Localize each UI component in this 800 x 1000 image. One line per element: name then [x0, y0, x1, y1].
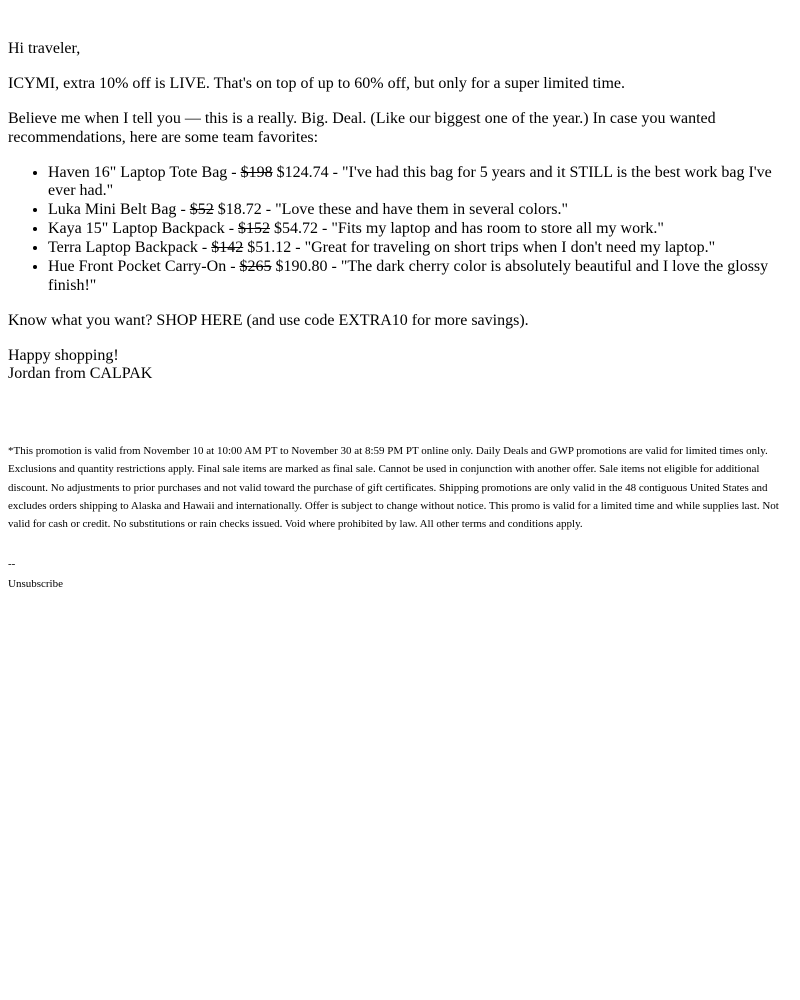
product-name: Luka Mini Belt Bag	[48, 201, 177, 219]
intro-paragraph: ICYMI, extra 10% off is LIVE. That's on top of up to 60% off, but only for a super limited time.	[8, 74, 626, 92]
product-sale-price: $54.72	[274, 220, 319, 238]
unsubscribe-link[interactable]: Unsubscribe	[8, 578, 63, 591]
sender-name: Jordan from CALPAK	[8, 365, 153, 383]
signoff-text: Happy shopping!	[8, 346, 119, 364]
product-sale-price: $190.80	[275, 257, 328, 275]
footer-separator: --	[8, 557, 16, 570]
list-item	[48, 164, 792, 202]
separator-dash: -	[226, 257, 240, 275]
list-item	[48, 258, 792, 296]
product-original-price: $198	[240, 163, 273, 181]
signoff-block	[8, 347, 792, 385]
product-quote: "Fits my laptop and has room to store all my work."	[331, 220, 664, 238]
separator-dash: -	[227, 163, 241, 181]
product-original-price: $152	[238, 220, 271, 238]
separator-dash: -	[291, 239, 305, 256]
list-item	[48, 220, 792, 239]
separator-dash: -	[224, 220, 239, 238]
product-recommendation-list	[8, 164, 792, 296]
greeting-text: Hi traveler,	[8, 40, 81, 57]
list-item	[48, 239, 792, 258]
separator-dash: -	[261, 201, 276, 219]
product-name: Kaya 15" Laptop Backpack	[48, 220, 225, 238]
promotion-fine-print: *This promotion is valid from November 10 at 10:00 AM PT to November 30 at 8:59 PM PT online only. Daily Deals and GWP promotions are valid for limited times only. Exclusions and quantity restrictions apply. Final sale items are marked as final sale. Cannot be used in conjunction with another offer. Sale items not eligible for additional discount. No adjustments to prior purchases and not valid toward the purchase of gift certificates. Shipping promotions are only valid in the 48 contiguous United States and excludes orders shipping to Alaska and Hawaii and internationally. Offer is subject to change without notice. This promo is valid for a limited time and while supplies last. Not valid for cash or credit. No substitutions or rain checks issued. Void where prohibited by law. All other terms and conditions apply.	[8, 445, 779, 530]
product-quote: "The dark cherry color is absolutely beautiful and I love the glossy finish!"	[48, 257, 769, 294]
separator-dash: -	[176, 201, 190, 219]
product-sale-price: $51.12	[247, 239, 292, 256]
separator-dash: -	[327, 257, 341, 275]
product-name: Hue Front Pocket Carry-On	[48, 257, 227, 275]
product-original-price: $142	[211, 239, 244, 256]
product-name: Terra Laptop Backpack	[48, 239, 198, 256]
product-sale-price: $124.74	[276, 163, 329, 181]
shop-cta-line[interactable]: Know what you want? SHOP HERE (and use code EXTRA10 for more savings).	[8, 311, 529, 329]
product-original-price: $52	[189, 201, 214, 219]
product-sale-price: $18.72	[217, 201, 262, 219]
product-quote: "Love these and have them in several colors."	[275, 201, 569, 219]
product-quote: "I've had this bag for 5 years and it STILL is the best work bag I've ever had."	[48, 163, 772, 200]
pitch-paragraph: Believe me when I tell you — this is a really. Big. Deal. (Like our biggest one of the year.) In case you wanted recommendations, here are some team favorites:	[8, 109, 716, 146]
product-quote: "Great for traveling on short trips when I don't need my laptop."	[304, 239, 716, 256]
separator-dash: -	[318, 220, 332, 238]
separator-dash: -	[197, 239, 212, 256]
product-name: Haven 16" Laptop Tote Bag	[48, 163, 228, 181]
list-item	[48, 201, 792, 220]
separator-dash: -	[328, 163, 342, 181]
product-original-price: $265	[239, 257, 272, 275]
